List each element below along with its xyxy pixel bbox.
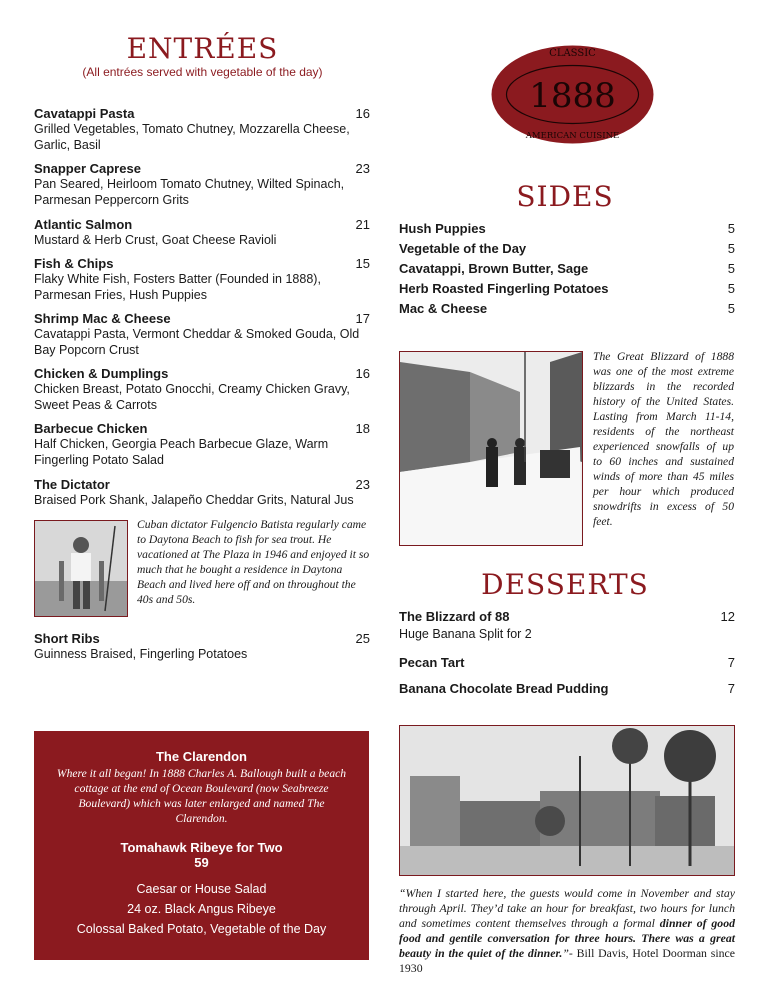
item-price: 12 [720,609,735,624]
dessert-item [399,609,735,641]
entree-item [34,311,370,358]
item-desc: Guinness Braised, Fingerling Potatoes [34,647,248,661]
item-name: Fish & Chips [34,256,114,271]
entrees-heading: ENTRÉES [126,32,279,65]
entree-item [34,477,370,508]
special-line: Caesar or House Salad [136,882,267,896]
item-price: 16 [355,106,370,121]
entree-item [34,256,370,303]
doorman-quote [399,886,735,976]
special-name: Tomahawk Ribeye for Two [120,840,283,855]
item-price: 18 [355,421,370,436]
hotel-photo [399,725,735,876]
item-name: Shrimp Mac & Cheese [34,311,171,326]
item-name: Atlantic Salmon [34,217,133,232]
dessert-item [399,655,735,670]
item-desc: Half Chicken, Georgia Peach Barbecue Glaze, Warm Fingerling Potato Salad [34,437,329,467]
item-name: Cavatappi, Brown Butter, Sage [399,261,589,276]
item-price: 23 [355,161,370,176]
special-line: Colossal Baked Potato, Vegetable of the Day [76,922,327,936]
item-name: Banana Chocolate Bread Pudding [399,681,609,696]
item-price: 7 [727,655,735,670]
item-desc: Pan Seared, Heirloom Tomato Chutney, Wilted Spinach, Parmesan Peppercorn Grits [34,177,345,207]
dictator-caption: Cuban dictator Fulgencio Batista regularly came to Daytona Beach to fish for sea trout. He vacationed at The Plaza in 1946 and enjoyed it so much that he bought a residence in Daytona Beach and lived here off and on throughout the 40s and 50s. [137,518,370,606]
item-price: 23 [355,477,370,492]
item-price: 5 [727,301,735,316]
entree-item [34,366,370,413]
sides-heading: SIDES [516,180,614,213]
item-price: 25 [355,631,370,646]
side-item [399,241,735,256]
special-line: 24 oz. Black Angus Ribeye [127,902,276,916]
dessert-item [399,681,735,696]
item-name: Short Ribs [34,631,100,646]
side-item [399,261,735,276]
logo-top-text: CLASSIC [549,48,596,59]
blizzard-caption: The Great Blizzard of 1888 was one of the most extreme blizzards in the recorded history of the United States. Lasting from March 11-14, residents of the northeast experienced snowfalls of up to 60 inches and sustained winds of more than 45 miles per hour which produced snowdrifts in excess of 50 feet. [593,350,734,528]
clarendon-panel [34,731,369,960]
desserts-heading: DESSERTS [481,568,649,601]
item-price: 5 [727,241,735,256]
batista-photo [34,520,128,617]
item-name: Cavatappi Pasta [34,106,135,121]
item-name: Vegetable of the Day [399,241,527,256]
item-desc: Braised Pork Shank, Jalapeño Cheddar Grits, Natural Jus [34,493,354,507]
item-name: Chicken & Dumplings [34,366,169,381]
item-name: Pecan Tart [399,655,465,670]
side-item [399,221,735,236]
item-desc: Flaky White Fish, Fosters Batter (Founded in 1888), Parmesan Fries, Hush Puppies [34,272,321,302]
entree-item [34,631,370,662]
item-desc: Grilled Vegetables, Tomato Chutney, Mozzarella Cheese, Garlic, Basil [34,122,350,152]
item-name: Hush Puppies [399,221,486,236]
quote-text: “When I started here, the guests would come in November and stay through April. They’d take an hour for breakfast, two hours for lunch and sometimes content themselves through a formal [399,886,735,930]
item-name: The Blizzard of 88 [399,609,510,624]
item-desc: Huge Banana Split for 2 [399,627,532,641]
item-price: 5 [727,221,735,236]
item-desc: Cavatappi Pasta, Vermont Cheddar & Smoked Gouda, Old Bay Popcorn Crust [34,327,360,357]
item-name: Herb Roasted Fingerling Potatoes [399,281,609,296]
restaurant-logo [489,43,656,146]
blizzard-photo [399,351,583,546]
item-price: 15 [355,256,370,271]
item-price: 5 [727,281,735,296]
item-name: The Dictator [34,477,110,492]
item-price: 7 [727,681,735,696]
item-price: 21 [355,217,370,232]
entree-item [34,217,370,248]
special-price: 59 [194,855,209,870]
side-item [399,281,735,296]
quote-bold-text: dinner of good food and gentile conversation for three hours. There was a great beauty in the quiet of the dinner. [399,916,735,960]
clarendon-title: The Clarendon [155,749,247,764]
item-desc: Mustard & Herb Crust, Goat Cheese Ravioli [34,233,277,247]
item-price: 5 [727,261,735,276]
logo-bottom-text: AMERICAN CUISINE [525,131,620,141]
side-item [399,301,735,316]
item-name: Barbecue Chicken [34,421,148,436]
quote-author: Bill Davis, Hotel Doorman since 1930 [399,946,735,975]
logo-year: 1888 [529,76,616,116]
item-name: Mac & Cheese [399,301,488,316]
item-desc: Chicken Breast, Potato Gnocchi, Creamy Chicken Gravy, Sweet Peas & Carrots [34,382,350,412]
entrees-subtitle: (All entrées served with vegetable of the day) [82,65,323,79]
entree-item [34,421,370,468]
entree-item [34,106,370,153]
item-price: 16 [355,366,370,381]
entree-item [34,161,370,208]
quote-close: ”- [562,946,577,960]
clarendon-story: Where it all began! In 1888 Charles A. Ballough built a beach cottage at the end of Ocean Boulevard (now Seabreeze Boulevard) which was later enlarged and named The Clarendon. [56,767,347,825]
item-price: 17 [355,311,370,326]
item-name: Snapper Caprese [34,161,141,176]
